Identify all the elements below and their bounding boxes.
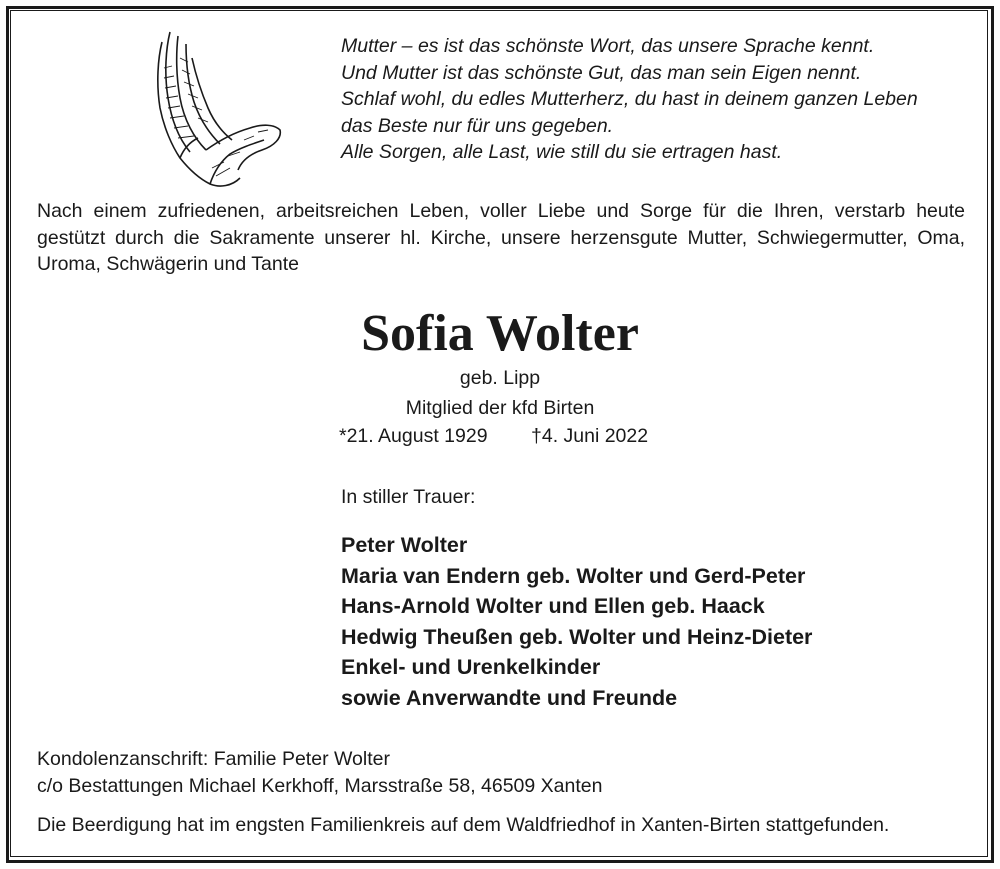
family-member: sowie Anverwandte und Freunde: [341, 685, 678, 710]
family-list: [341, 530, 812, 713]
poem: [341, 33, 918, 166]
family-member: Peter Wolter: [341, 533, 468, 557]
poem-line: Alle Sorgen, alle Last, wie still du sie ertragen hast.: [341, 141, 783, 163]
membership: Mitglied der kfd Birten: [405, 397, 595, 419]
family-member: Enkel- und Urenkelkinder: [341, 655, 601, 679]
condolence-address: [37, 746, 602, 799]
condolence-line: Kondolenzanschrift: Familie Peter Wolter: [37, 748, 390, 770]
birth-date: *21. August 1929: [339, 425, 488, 447]
intro-text: Nach einem zufriedenen, arbeitsreichen Leben, voller Liebe und Sorge für die Ihren, verstarb heute gestützt durch die Sakramente unserer hl. Kirche, unsere herzensgute Mutter, Schwiegermutter, Oma, Uroma, Schwägerin und Tante: [37, 200, 965, 275]
poem-line: das Beste nur für uns gegeben.: [341, 114, 614, 137]
deceased-name: Sofia Wolter: [361, 305, 639, 362]
funeral-note: Die Beerdigung hat im engsten Familienkreis auf dem Waldfriedhof in Xanten-Birten stattgefunden.: [37, 814, 890, 836]
death-date: †4. Juni 2022: [531, 425, 649, 447]
poem-line: Schlaf wohl, du edles Mutterherz, du hast in deinem ganzen Leben: [341, 88, 918, 110]
family-member: Maria van Endern geb. Wolter und Gerd-Peter: [341, 563, 806, 588]
poem-line: Und Mutter ist das schönste Gut, das man sein Eigen nennt.: [341, 61, 862, 84]
poem-line: Mutter – es ist das schönste Wort, das unsere Sprache kennt.: [341, 35, 875, 57]
condolence-line: c/o Bestattungen Michael Kerkhoff, Marsstraße 58, 46509 Xanten: [37, 774, 603, 797]
mourning-label: In stiller Trauer:: [341, 486, 476, 508]
family-member: Hans-Arnold Wolter und Ellen geb. Haack: [341, 594, 765, 618]
praying-hands-icon: [150, 28, 285, 190]
family-member: Hedwig Theußen geb. Wolter und Heinz-Dieter: [341, 624, 813, 649]
maiden-name: geb. Lipp: [459, 367, 541, 389]
